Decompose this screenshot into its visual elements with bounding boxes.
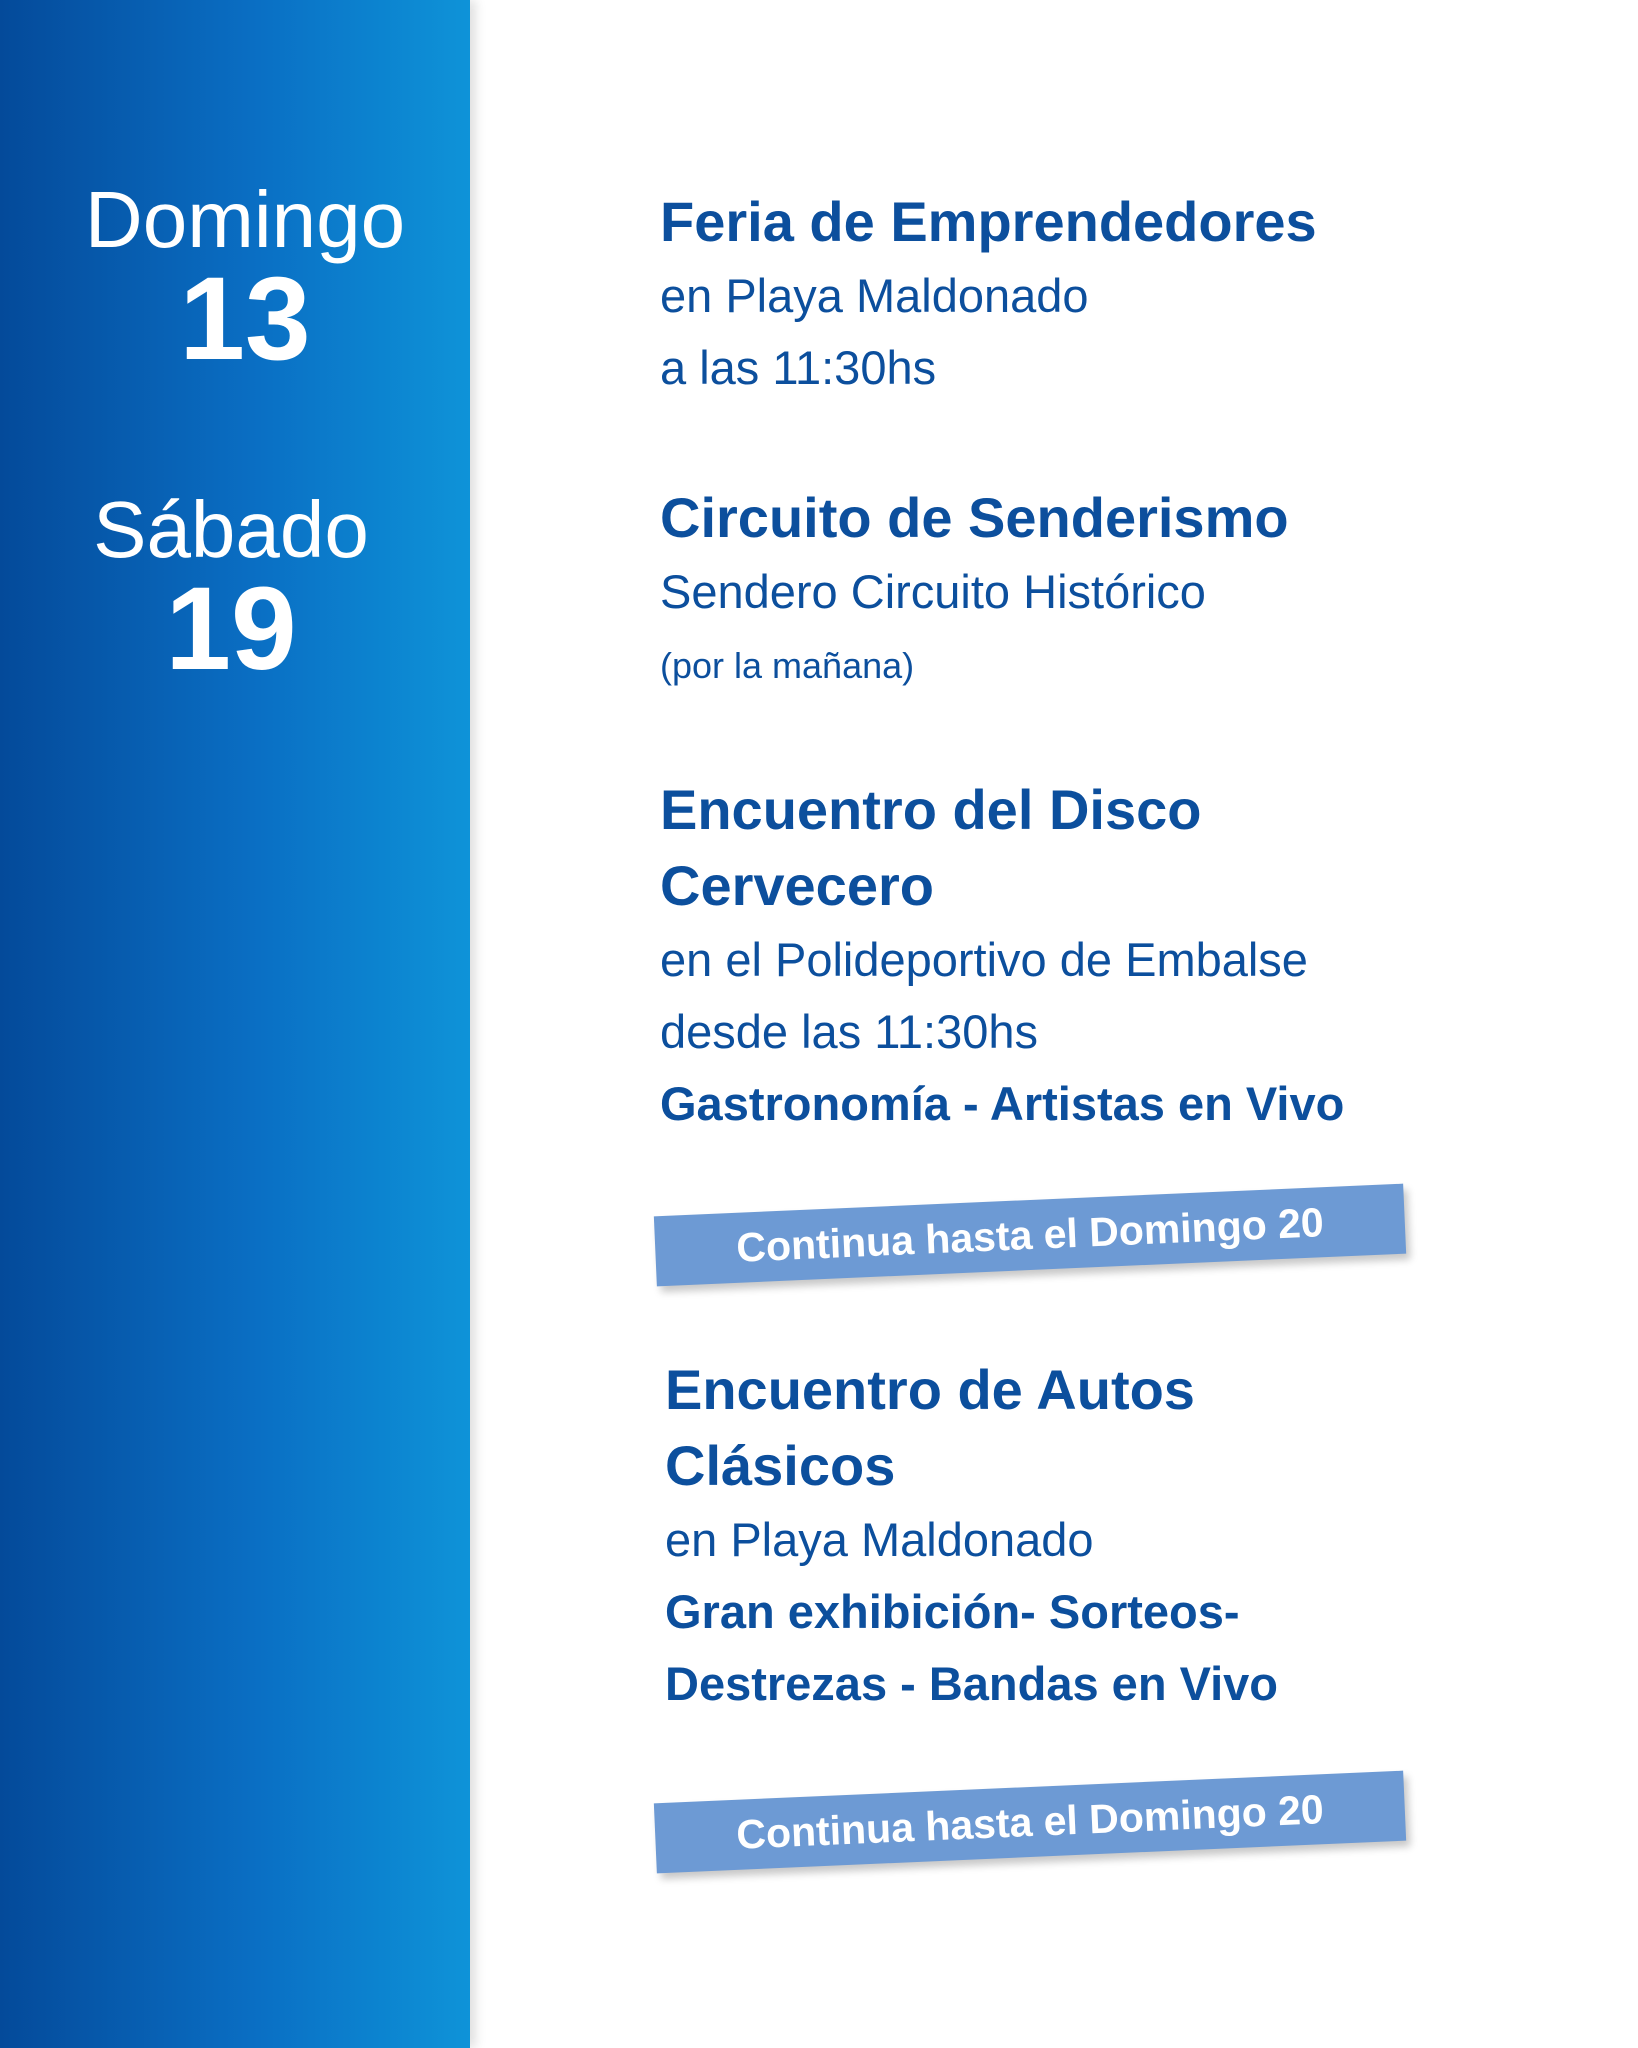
event-location: en Playa Maldonado: [665, 1513, 1094, 1566]
date-block-sabado: [0, 485, 466, 695]
event-title-line-2: Cervecero: [660, 854, 934, 917]
date-sidebar: [0, 0, 470, 2048]
continues-tag: Continua hasta el Domingo 20: [654, 1184, 1406, 1287]
event-title-line-2: Clásicos: [665, 1434, 896, 1497]
event-title-line-1: Encuentro de Autos: [665, 1358, 1195, 1421]
event-location: en el Polideportivo de Embalse: [660, 933, 1308, 986]
event-disco-cervecero: [660, 772, 1344, 1140]
event-circuito-senderismo: [660, 480, 1289, 704]
event-location: Sendero Circuito Histórico: [660, 565, 1206, 618]
event-location: en Playa Maldonado: [660, 269, 1089, 322]
event-time: desde las 11:30hs: [660, 1005, 1039, 1058]
event-highlights-line-2: Destrezas - Bandas en Vivo: [665, 1657, 1278, 1710]
continues-tag: Continua hasta el Domingo 20: [654, 1771, 1406, 1874]
day-number: 13: [179, 253, 311, 385]
event-time: a las 11:30hs: [660, 341, 937, 394]
event-feria-emprendedores: [660, 184, 1317, 404]
event-title: Circuito de Senderismo: [660, 486, 1289, 549]
event-time: (por la mañana): [660, 645, 915, 686]
event-highlights: Gastronomía - Artistas en Vivo: [660, 1077, 1345, 1130]
day-name: Sábado: [93, 485, 369, 574]
day-name: Domingo: [84, 175, 406, 264]
date-block-domingo: [10, 175, 480, 385]
event-highlights-line-1: Gran exhibición- Sorteos-: [665, 1585, 1240, 1638]
event-title: Feria de Emprendedores: [660, 190, 1317, 253]
event-title-line-1: Encuentro del Disco: [660, 778, 1202, 841]
event-autos-clasicos: [665, 1352, 1278, 1720]
day-number: 19: [165, 563, 297, 695]
